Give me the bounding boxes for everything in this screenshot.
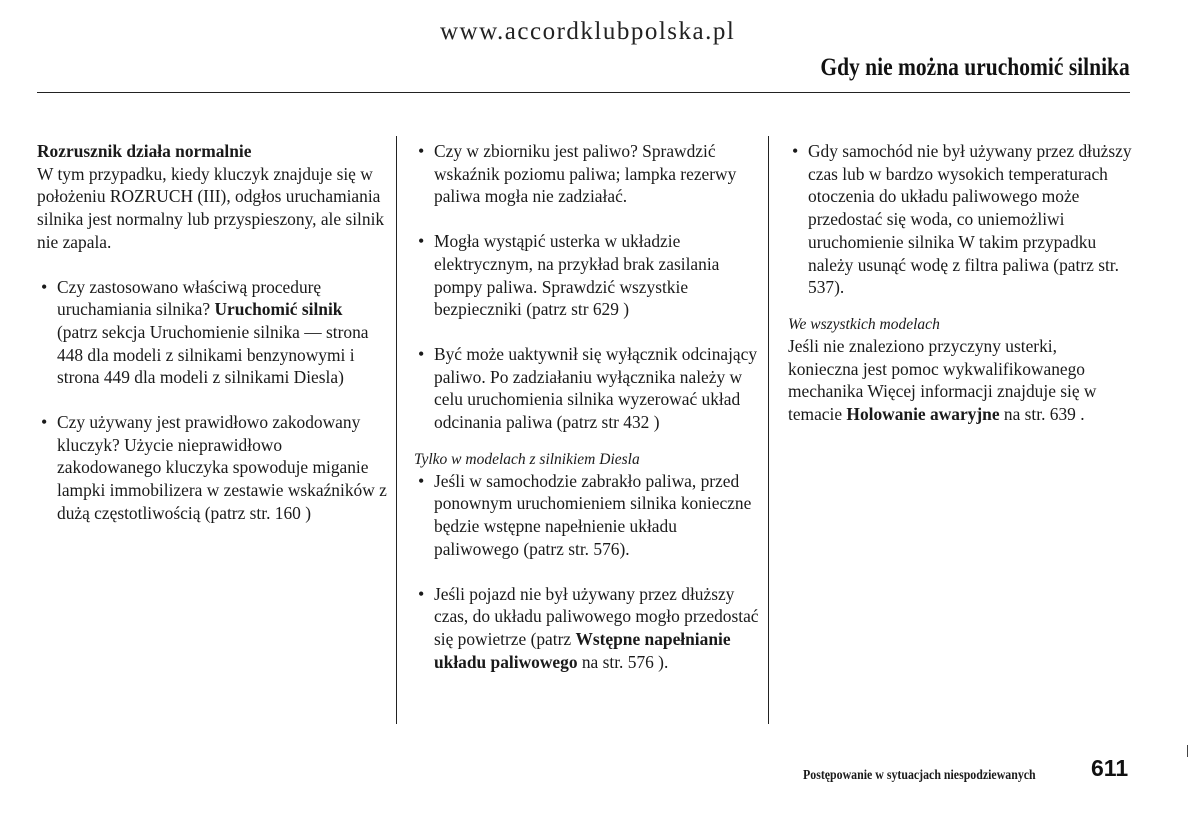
column-2 — [414, 140, 759, 673]
subsection-heading: Tylko w modelach z silnikiem Diesla — [414, 450, 640, 468]
bullet-text: (patrz sekcja Uruchomienie silnika — strona 448 dla modeli z silnikami benzynowymi i strona 449 dla modeli z silnikami Diesla) — [57, 321, 369, 388]
margin-mark — [1187, 745, 1188, 757]
paragraph-text: Jeśli nie znaleziono przyczyny usterki, konieczna jest pomoc wykwalifikowanego mechanika Więcej informacji znajduje się w temacie — [788, 335, 1097, 425]
bullet-item — [414, 583, 759, 674]
bullet-text: Jeśli pojazd nie był używany przez dłuższy czas, do układu paliwowego mogło przedostać się powietrze (patrz — [434, 583, 759, 649]
bullet-item: • Czy w zbiorniku jest paliwo? Sprawdzić wskaźnik poziomu paliwa; lampka rezerwy paliwa mogła nie zadziałać. — [414, 140, 759, 208]
subsection-heading: We wszystkich modelach — [788, 315, 940, 333]
section-heading: Rozrusznik działa normalnie — [37, 141, 252, 161]
intro-paragraph: W tym przypadku, kiedy kluczyk znajduje się w położeniu ROZRUCH (III), odgłos uruchamiania silnika jest normalny lub przyspieszony, ale silnik nie zapala. — [37, 163, 385, 252]
bullet-item — [37, 276, 387, 390]
bullet-bold-text: Wstępne napełnianie układu paliwowego — [434, 628, 731, 672]
bullet-item: • Mogła wystąpić usterka w układzie elektrycznym, na przykład brak zasilania pompy paliwa. Sprawdzić wszystkie bezpieczniki (patrz str 629 ) — [414, 230, 759, 321]
bullet-item: • Być może uaktywnił się wyłącznik odcinający paliwo. Po zadziałaniu wyłącznika należy w celu uruchomienia silnika wyzerować układ odcinania paliwa (patrz str 432 ) — [414, 343, 759, 434]
column-3 — [788, 140, 1138, 426]
bullet-item: • Jeśli w samochodzie zabrakło paliwa, przed ponownym uruchomieniem silnika konieczne będzie wstępne napełnienie układu paliwowego (patrz str. 576). — [414, 470, 759, 561]
page-number: 611 — [1091, 755, 1129, 781]
site-url: www.accordklubpolska.pl — [440, 18, 736, 45]
footer-section-name: Postępowanie w sytuacjach niespodziewanych — [803, 767, 1036, 782]
paragraph-bold-text: Holowanie awaryjne — [846, 404, 1000, 425]
bullet-text: na str. 576 ). — [577, 651, 669, 672]
column-1 — [37, 140, 387, 525]
header-rule — [37, 92, 1130, 93]
bullet-bold-text: Uruchomić silnik — [214, 299, 343, 320]
bullet-item: • Gdy samochód nie był używany przez dłuższy czas lub w bardzo wysokich temperaturach otoczenia do układu paliwowego może przedostać się woda, co uniemożliwi uruchomienie silnika W takim przypadku należy usunąć wodę z filtra paliwa (patrz str. 537). — [788, 140, 1138, 299]
column-divider-1 — [396, 136, 397, 724]
paragraph — [788, 335, 1138, 426]
page-title: Gdy nie można uruchomić silnika — [820, 54, 1130, 81]
bullet-item: • Czy używany jest prawidłowo zakodowany kluczyk? Użycie nieprawidłowo zakodowanego kluczyka spowoduje miganie lampki immobilizera w zestawie wskaźników z dużą częstotliwością (patrz str. 160 ) — [37, 411, 387, 525]
paragraph-text: na str. 639 . — [999, 404, 1085, 425]
column-divider-2 — [768, 136, 769, 724]
bullet-text: Czy zastosowano właściwą procedurę uruchamiania silnika? — [57, 276, 322, 320]
